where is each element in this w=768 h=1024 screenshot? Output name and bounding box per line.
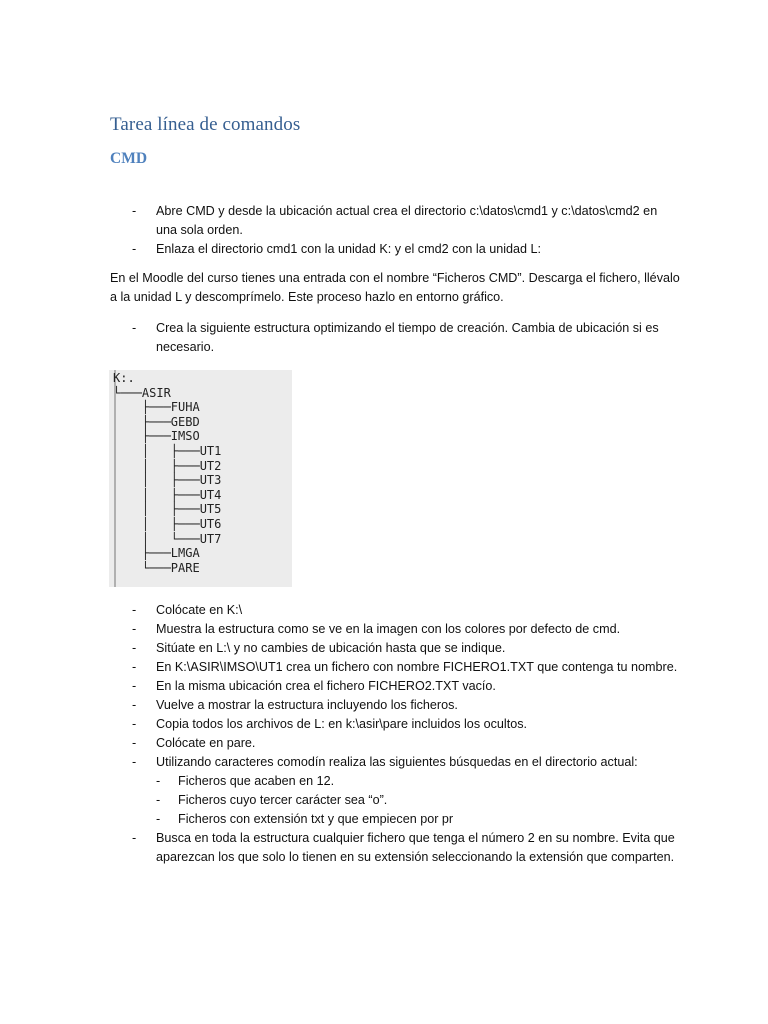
directory-tree-image [109, 370, 292, 587]
instruction-paragraph: En el Moodle del curso tienes una entrada con el nombre “Ficheros CMD”. Descarga el fichero, llévalo a la unidad L y descomprímelo. Este proceso hazlo en entorno gráfico. [110, 271, 680, 304]
search-sublist [156, 772, 680, 829]
document-title: Tarea línea de comandos [110, 114, 301, 135]
sublist-item: - Ficheros cuyo tercer carácter sea “o”. [156, 791, 680, 810]
task-list-3 [110, 601, 680, 867]
sublist-item: - Ficheros que acaben en 12. [156, 772, 680, 791]
section-heading: CMD [110, 150, 148, 167]
list-item: - Crea la siguiente estructura optimizando el tiempo de creación. Cambia de ubicación si es necesario. [110, 319, 680, 357]
list-item: - Copia todos los archivos de L: en k:\asir\pare incluidos los ocultos. [110, 715, 680, 734]
list-item: - Busca en toda la estructura cualquier fichero que tenga el número 2 en su nombre. Evita que aparezcan los que solo lo tienen en su extensión seleccionando la extensión que comparten. [110, 829, 680, 867]
list-item: - En la misma ubicación crea el fichero FICHERO2.TXT vacío. [110, 677, 680, 696]
list-item: - Enlaza el directorio cmd1 con la unidad K: y el cmd2 con la unidad L: [110, 240, 670, 259]
list-item: - Sitúate en L:\ y no cambies de ubicación hasta que se indique. [110, 639, 680, 658]
list-item: - Muestra la estructura como se ve en la imagen con los colores por defecto de cmd. [110, 620, 680, 639]
list-item: - Colócate en K:\ [110, 601, 680, 620]
directory-tree: K:. └───ASIR ├───FUHA ├───GEBD ├───IMSO │ ├───UT1 │ ├───UT2 │ ├───UT3 │ ├───UT4 │ ├───UT5 │ ├───UT6 │ └───UT7 ├───LMGA └───PARE [113, 371, 222, 575]
list-item: - Abre CMD y desde la ubicación actual crea el directorio c:\datos\cmd1 y c:\datos\cmd2 en una sola orden. [110, 202, 670, 240]
list-item [110, 753, 680, 829]
task-list-1 [110, 202, 670, 259]
task-list-2 [110, 319, 680, 357]
list-item: - Colócate en pare. [110, 734, 680, 753]
list-item: - En K:\ASIR\IMSO\UT1 crea un fichero con nombre FICHERO1.TXT que contenga tu nombre. [110, 658, 680, 677]
list-item-text: Utilizando caracteres comodín realiza las siguientes búsquedas en el directorio actual: [156, 755, 638, 769]
list-item: - Vuelve a mostrar la estructura incluyendo los ficheros. [110, 696, 680, 715]
sublist-item: - Ficheros con extensión txt y que empiecen por pr [156, 810, 680, 829]
